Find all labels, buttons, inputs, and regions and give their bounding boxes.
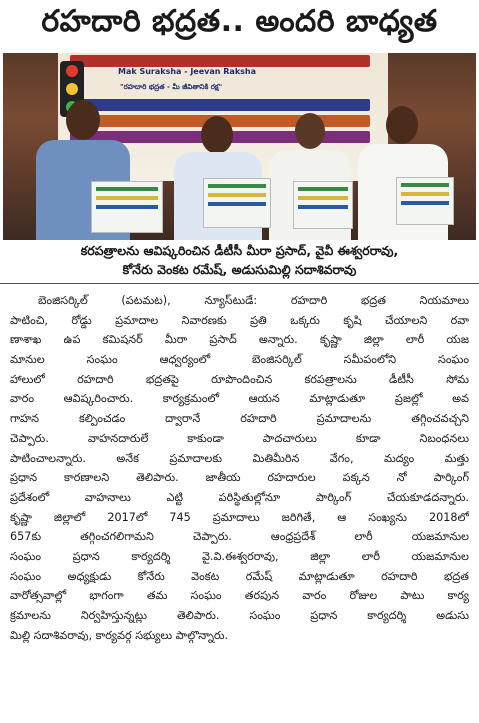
article-line: క్రమాలను నిర్వహిస్తున్నట్లు తెలిపారు. సంఘం ప్రధాన కార్యదర్శి అడుసు xyxy=(10,609,469,622)
banner-text-telugu: "రహదారి భద్రత - మీ జీవితానికి రక్ష" xyxy=(120,83,223,91)
article-line: పాటించాలన్నారు. అనేక ప్రమాదాలకు మితిమీరిన వేగం, మద్యం మత్తు xyxy=(10,451,469,465)
article-body xyxy=(10,291,469,645)
article-line: మానుల సంఘం ఆధ్వర్యంలో బెంజిసర్కిల్ సమీపంలోని సంఘం xyxy=(10,353,469,367)
pamphlet xyxy=(203,178,271,228)
article-line: హాలులో రహదారి భద్రతపై రూపొందించిన కరపత్రాలను డీటీసీ సోమ xyxy=(10,372,469,386)
article-line: వారోత్సవాల్లో భాగంగా తమ సంఘం తరపున వారం రోజుల పాటు కార్య xyxy=(10,589,469,603)
caption-line-2: కోనేరు వెంకట రమేష్, అడుసుమిల్లి సదాశివరావు xyxy=(122,262,357,277)
article-line: 657కు తగ్గించగలిగామని చెప్పారు. ఆంధ్రప్రదేశ్ లారీ యజమానుల xyxy=(10,530,469,544)
article-line: బెంజిసర్కిల్ (పటమట), న్యూస్‌టుడే: రహదారి భద్రత నియమాలు xyxy=(38,294,469,307)
article-line: ణాశాఖ ఉప కమిషనర్ మీరా ప్రసాద్ అన్నారు. కృష్ణా జిల్లా లారీ యజ xyxy=(10,333,469,347)
pamphlet xyxy=(91,181,163,233)
banner-text: Mak Suraksha - Jeevan Raksha xyxy=(118,67,256,76)
article-line: ప్రధాన కారణాలని తెలిపారు. జాతీయ రహదారుల పక్కన నో పార్కింగ్ xyxy=(10,471,469,485)
article-line: చెప్పారు. వాహనదారులే కాకుండా పాదచారులు కూడా నిబంధనలు xyxy=(10,431,469,445)
photo-caption xyxy=(0,241,479,284)
event-photo xyxy=(3,53,476,240)
article-line: సంఘం అధ్యక్షుడు కోనేరు వెంకట రమేష్ మాట్లాడుతూ రహదారి భద్రత xyxy=(10,569,469,583)
caption-line-1: కరపత్రాలను ఆవిష్కరించిన డీటీసీ మీరా ప్రసాద్, వైవీ ఈశ్వరరావు, xyxy=(80,243,399,258)
article-line: మిల్లి సదాశివరావు, కార్యవర్గ సభ్యులు పాల్గొన్నారు. xyxy=(10,628,229,642)
pamphlet xyxy=(396,177,454,225)
article-line: వారం ఆవిష్కరించారు. కార్యక్రమంలో ఆయన మాట్లాడుతూ ప్రజల్లో అవ xyxy=(10,392,469,406)
pamphlet xyxy=(293,181,353,229)
article-line: ప్రదేశంలో వాహనాలు ఎట్టి పరిస్థితుల్లోనూ పార్కింగ్ చేయకూడదన్నారు. xyxy=(10,490,469,504)
article-line: కృష్ణా జిల్లాలో 2017లో 745 ప్రమాదాలు జరిగితే, ఆ సంఖ్యను 2018లో xyxy=(10,510,469,524)
article-line: గాహన కల్పించడం ద్వారానే రహదారి ప్రమాదాలను తగ్గించవచ్చని xyxy=(10,412,469,426)
headline: రహదారి భద్రత.. అందరి బాధ్యత xyxy=(41,4,438,39)
article-line: పాటించి, రోడ్డు ప్రమాదాల నివారణకు ప్రతి ఒక్కరు కృషి చేయాలని రవా xyxy=(10,313,469,327)
article-line: సంఘం ప్రధాన కార్యదర్శి వై.వి.ఈశ్వరరావు, జిల్లా లారీ యజమానుల xyxy=(10,549,469,563)
